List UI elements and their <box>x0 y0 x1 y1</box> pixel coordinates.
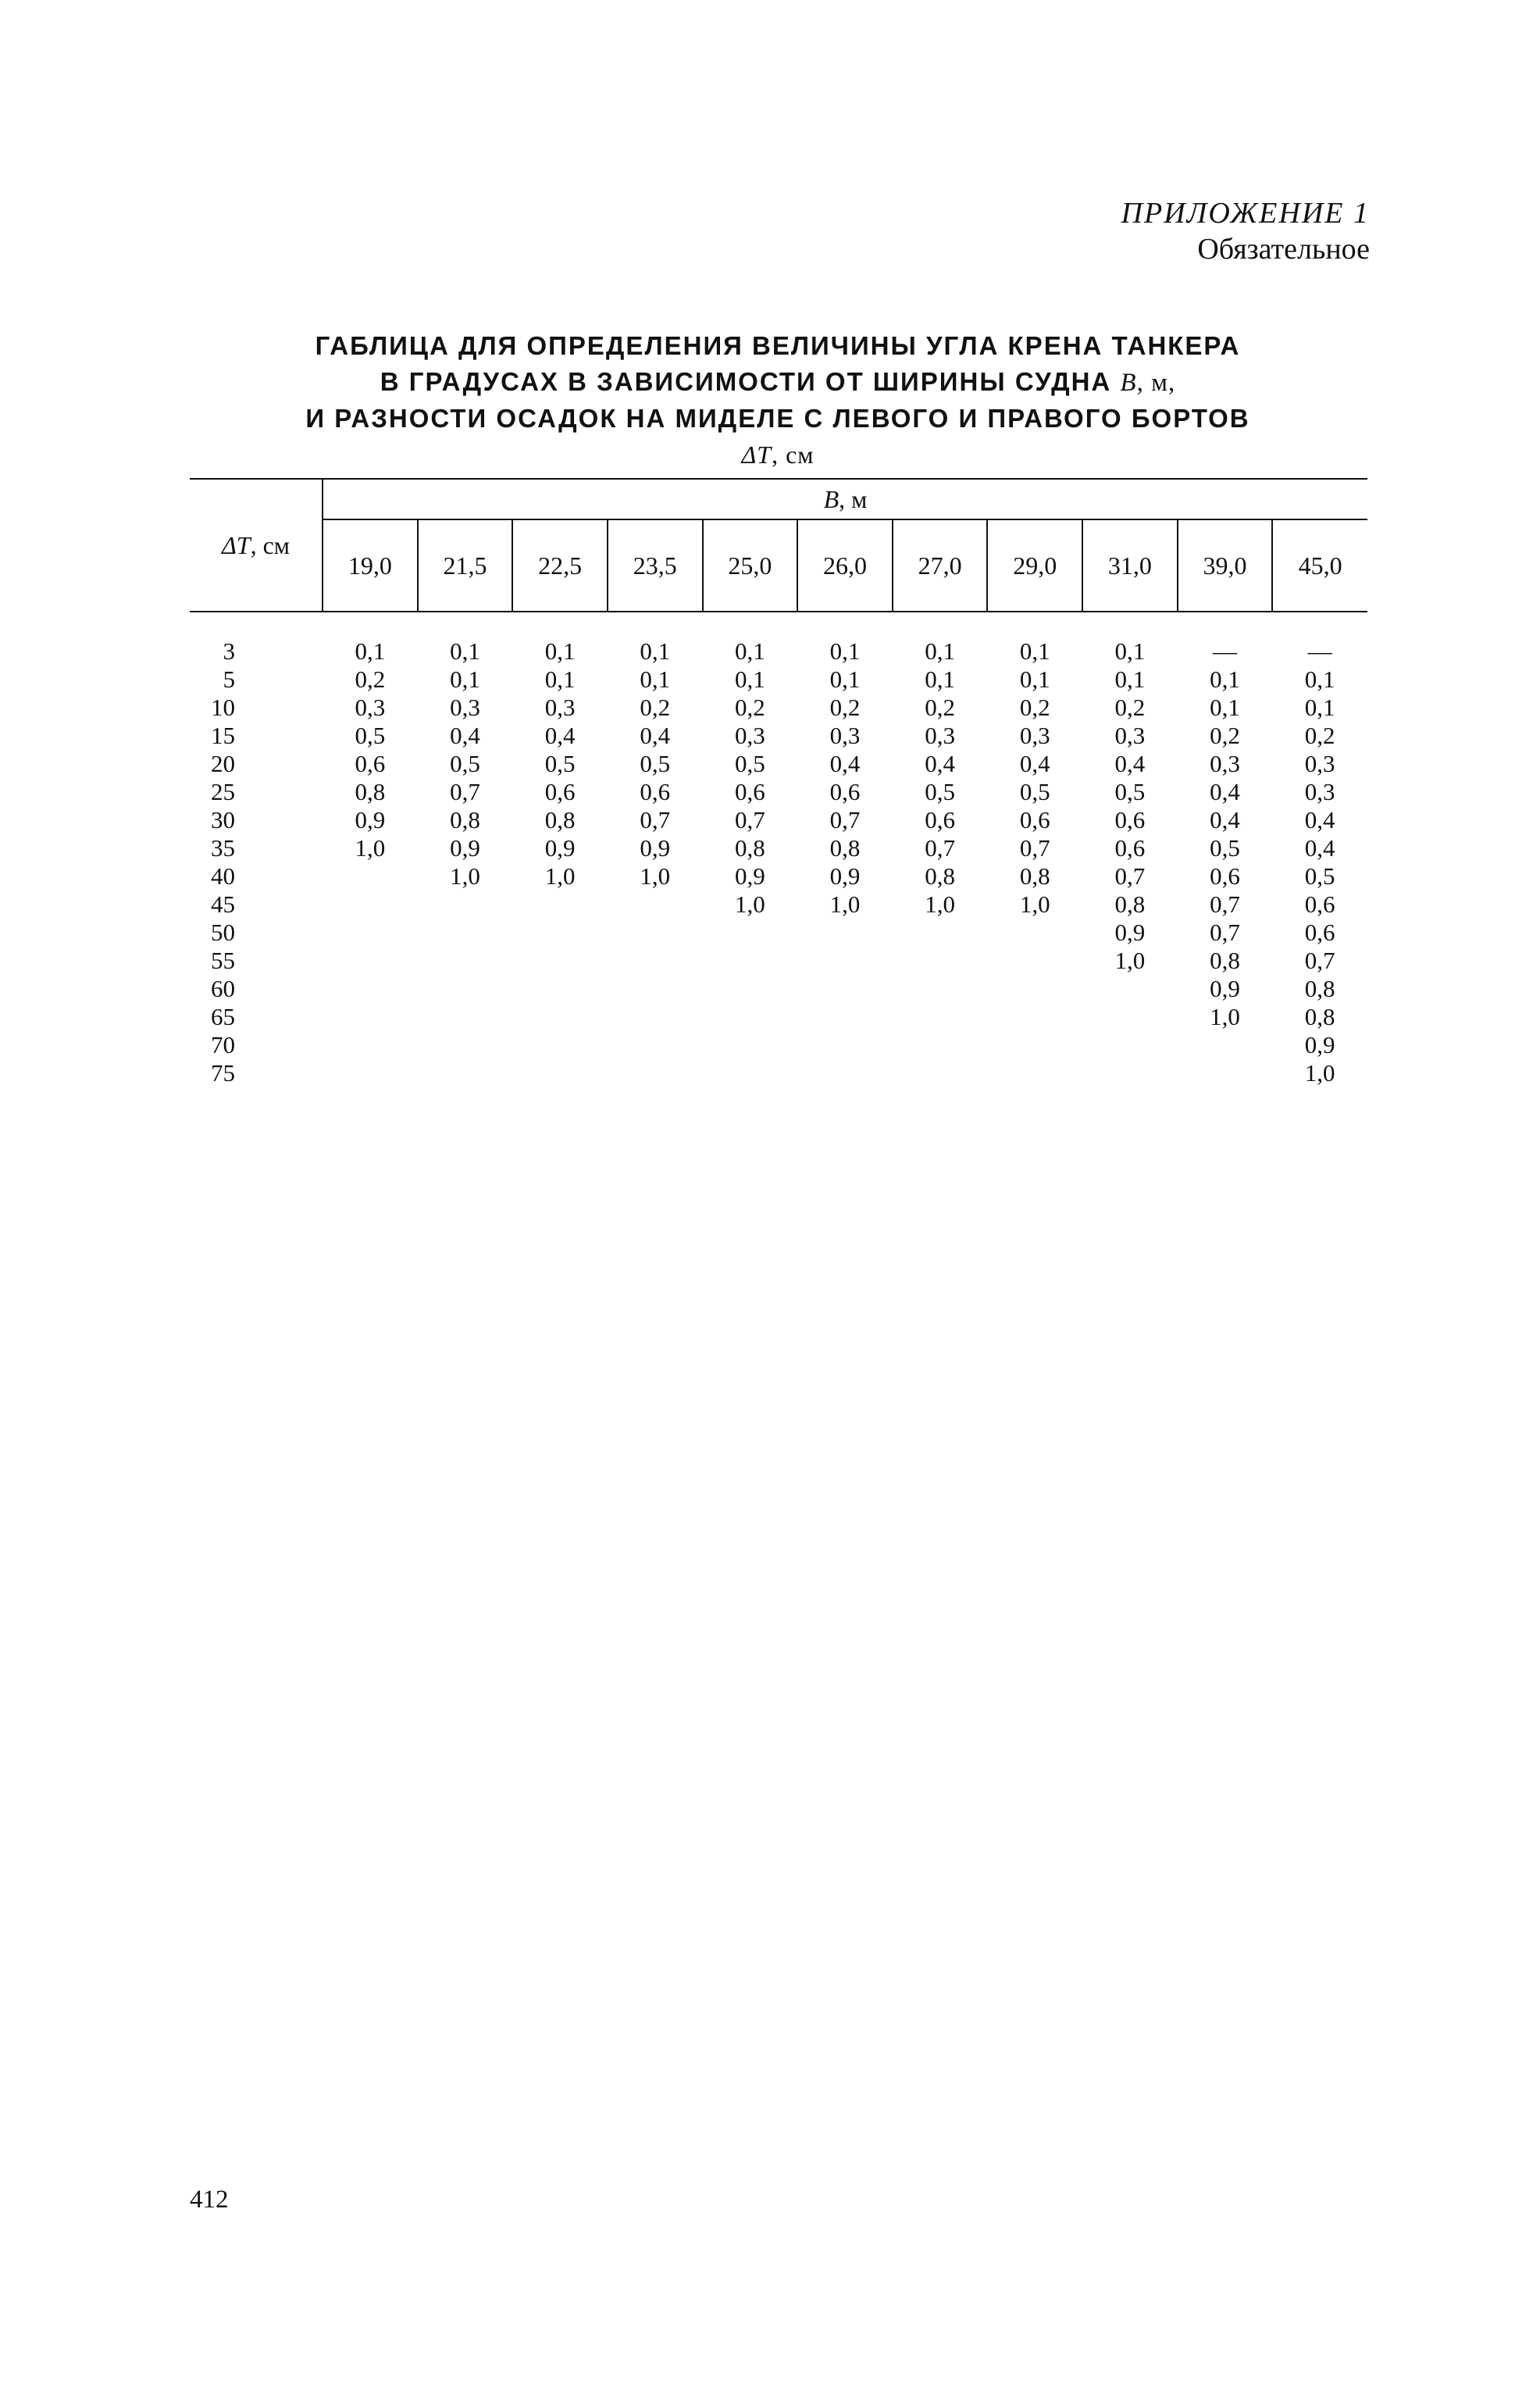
table-cell: 0,9 <box>544 834 576 862</box>
dt-header <box>190 479 323 612</box>
width-header-cell: 26,0 <box>797 519 893 612</box>
value-column <box>987 612 1082 1087</box>
table-cell: 0,4 <box>1210 778 1240 805</box>
value-column <box>1272 612 1367 1087</box>
dt-value: 55 <box>211 947 236 974</box>
table-cell: 0,3 <box>734 722 765 749</box>
dt-value: 60 <box>211 975 236 1002</box>
table-cell: 0,4 <box>1210 806 1240 833</box>
table-cell: 0,1 <box>640 637 671 665</box>
table-cell: 0,9 <box>355 806 386 833</box>
table-cell: 0,6 <box>925 806 955 833</box>
table-cell: — <box>1212 637 1237 665</box>
table-cell: 0,5 <box>1114 778 1146 805</box>
title-unit-cm: , см <box>772 441 815 469</box>
table-cell: 0,1 <box>1019 637 1050 665</box>
dt-value: 30 <box>211 806 236 833</box>
dt-value: 3 <box>223 637 236 665</box>
table-cell: 0,4 <box>450 722 480 749</box>
table-cell: 0,5 <box>544 750 576 777</box>
dt-value: 35 <box>211 834 236 862</box>
table-cell: 0,9 <box>640 834 671 862</box>
table-cell: 1,0 <box>734 890 765 918</box>
table-cell: 0,3 <box>355 694 386 721</box>
table-cell: 0,7 <box>925 834 955 862</box>
dt-value: 40 <box>211 862 236 890</box>
value-column <box>703 612 798 1087</box>
dt-value: 65 <box>211 1003 236 1030</box>
width-header-cell: 29,0 <box>987 519 1082 612</box>
table-cell: 0,2 <box>1210 722 1240 749</box>
table-cell: 0,5 <box>734 750 765 777</box>
table-cell: 0,3 <box>1019 722 1050 749</box>
table-cell: 0,5 <box>450 750 480 777</box>
heel-angle-table <box>190 478 1367 1087</box>
width-header-cell: 27,0 <box>893 519 988 612</box>
table-cell: 0,1 <box>829 666 861 693</box>
table-cell: 1,0 <box>829 890 861 918</box>
page-number: 412 <box>190 2186 229 2214</box>
table-cell: 0,1 <box>355 637 386 665</box>
table-cell: 0,7 <box>1304 947 1335 974</box>
table-cell: — <box>1307 637 1332 665</box>
title-line-1: ГАБЛИЦА ДЛЯ ОПРЕДЕЛЕНИЯ ВЕЛИЧИНЫ УГЛА КРЕНА ТАНКЕРА <box>315 331 1241 360</box>
width-header-cell: 23,5 <box>608 519 703 612</box>
b-header-var: B <box>823 484 840 513</box>
table-cell: 0,5 <box>925 778 955 805</box>
table-cell: 0,2 <box>1304 722 1335 749</box>
table-cell: 0,1 <box>1114 666 1146 693</box>
table-cell: 0,9 <box>734 862 765 890</box>
table-cell: 1,0 <box>925 890 955 918</box>
table-cell: 0,1 <box>829 637 861 665</box>
width-header-cell: 39,0 <box>1178 519 1273 612</box>
table-cell: 0,1 <box>544 666 576 693</box>
table-cell: 1,0 <box>544 862 576 890</box>
width-header-cell: 19,0 <box>323 519 418 612</box>
table-cell: 0,1 <box>1304 666 1335 693</box>
table-cell: 0,5 <box>1019 778 1050 805</box>
table-cell: 0,8 <box>1114 890 1146 918</box>
table-cell: 0,4 <box>1019 750 1050 777</box>
table-cell: 0,6 <box>829 778 861 805</box>
table-cell: 0,3 <box>1304 750 1335 777</box>
appendix-block <box>1121 195 1370 267</box>
table-cell: 0,6 <box>355 750 386 777</box>
width-header-row <box>190 519 1367 612</box>
value-column <box>1178 612 1273 1087</box>
value-column <box>323 612 418 1087</box>
table-cell: 0,9 <box>829 862 861 890</box>
table-cell: 0,4 <box>640 722 671 749</box>
table-cell: 0,1 <box>925 666 955 693</box>
table-cell: 0,4 <box>1304 806 1335 833</box>
table-cell: 0,4 <box>925 750 955 777</box>
table-cell: 0,2 <box>734 694 765 721</box>
table-cell: 0,5 <box>1304 862 1335 890</box>
table-cell: 0,7 <box>1210 890 1240 918</box>
table-cell: 0,9 <box>1304 1031 1335 1058</box>
width-header-cell: 31,0 <box>1082 519 1178 612</box>
table-cell: 0,2 <box>925 694 955 721</box>
table-cell: 0,7 <box>734 806 765 833</box>
table-cell: 0,6 <box>640 778 671 805</box>
table-cell: 0,7 <box>640 806 671 833</box>
table-cell: 0,6 <box>544 778 576 805</box>
table-cell: 0,8 <box>544 806 576 833</box>
table-cell: 0,5 <box>355 722 386 749</box>
table-cell: 0,4 <box>544 722 576 749</box>
table-cell: 0,3 <box>450 694 480 721</box>
dt-value: 50 <box>211 919 236 946</box>
table-cell: 0,4 <box>829 750 861 777</box>
table-body-row <box>190 612 1367 1087</box>
width-header-cell: 45,0 <box>1272 519 1367 612</box>
table-cell: 0,3 <box>1210 750 1240 777</box>
table-cell: 0,7 <box>1114 862 1146 890</box>
title-unit-m: , м, <box>1136 369 1176 397</box>
table-cell: 0,6 <box>1304 890 1335 918</box>
table-cell: 0,8 <box>1210 947 1240 974</box>
table-cell: 0,3 <box>1114 722 1146 749</box>
table-cell: 0,1 <box>1210 694 1240 721</box>
table-cell: 0,3 <box>925 722 955 749</box>
table-cell: 1,0 <box>1114 947 1146 974</box>
value-column <box>893 612 988 1087</box>
dt-value: 5 <box>223 666 236 693</box>
width-header-cell: 21,5 <box>418 519 513 612</box>
table-cell: 0,9 <box>450 834 480 862</box>
table-cell: 0,2 <box>640 694 671 721</box>
value-column <box>797 612 893 1087</box>
table-cell: 0,3 <box>544 694 576 721</box>
table-cell: 0,4 <box>1304 834 1335 862</box>
title-line-4 <box>187 437 1368 473</box>
table-cell: 0,1 <box>1210 666 1240 693</box>
table-cell: 0,7 <box>1210 919 1240 946</box>
table-cell: 0,6 <box>1304 919 1335 946</box>
dt-value: 75 <box>211 1059 236 1087</box>
dt-value: 15 <box>211 722 236 749</box>
dt-header-unit: , см <box>250 530 291 559</box>
dt-value: 70 <box>211 1031 236 1058</box>
title-var-dt: ΔT <box>741 441 772 469</box>
table-cell: 0,1 <box>925 637 955 665</box>
b-header-unit: , м <box>839 484 868 513</box>
table-cell: 1,0 <box>450 862 480 890</box>
width-header-cell: 22,5 <box>512 519 608 612</box>
table-cell: 0,6 <box>1114 834 1146 862</box>
table-cell: 0,2 <box>355 666 386 693</box>
table-cell: 0,1 <box>450 637 480 665</box>
table-cell: 0,9 <box>1210 975 1240 1002</box>
width-header-cell: 25,0 <box>703 519 798 612</box>
table-cell: 1,0 <box>1304 1059 1335 1087</box>
table-cell: 0,6 <box>1210 862 1240 890</box>
title-line-3: И РАЗНОСТИ ОСАДОК НА МИДЕЛЕ С ЛЕВОГО И ПРАВОГО БОРТОВ <box>305 404 1250 433</box>
table-cell: 0,8 <box>1019 862 1050 890</box>
appendix-status: Обязательное <box>1197 233 1370 266</box>
table-cell: 0,7 <box>1019 834 1050 862</box>
value-column <box>1082 612 1178 1087</box>
table-cell: 0,9 <box>1114 919 1146 946</box>
table-cell: 0,2 <box>1019 694 1050 721</box>
table-cell: 0,1 <box>450 666 480 693</box>
table-cell: 0,1 <box>1114 637 1146 665</box>
b-header <box>323 479 1367 519</box>
table-cell: 0,1 <box>544 637 576 665</box>
table-cell: 0,2 <box>829 694 861 721</box>
dt-value: 20 <box>211 750 236 777</box>
table-cell: 1,0 <box>1210 1003 1240 1030</box>
title-line-2 <box>187 364 1368 401</box>
table-cell: 0,8 <box>1304 1003 1335 1030</box>
title-var-b: B <box>1120 369 1137 397</box>
table-cell: 0,3 <box>1304 778 1335 805</box>
table-cell: 0,7 <box>450 778 480 805</box>
dt-value: 25 <box>211 778 236 805</box>
dt-header-var: ΔT <box>222 530 251 559</box>
table-cell: 0,1 <box>734 666 765 693</box>
table-cell: 1,0 <box>640 862 671 890</box>
table-cell: 0,6 <box>1019 806 1050 833</box>
table-cell: 0,8 <box>355 778 386 805</box>
table-cell: 1,0 <box>355 834 386 862</box>
dt-value: 10 <box>211 694 236 721</box>
appendix-label: ПРИЛОЖЕНИЕ 1 <box>1121 197 1370 230</box>
value-column <box>418 612 513 1087</box>
value-column <box>608 612 703 1087</box>
table-cell: 0,8 <box>450 806 480 833</box>
table-cell: 0,1 <box>734 637 765 665</box>
table-cell: 0,1 <box>1019 666 1050 693</box>
table-cell: 0,8 <box>734 834 765 862</box>
table-cell: 0,1 <box>1304 694 1335 721</box>
value-column <box>512 612 608 1087</box>
table-cell: 0,2 <box>1114 694 1146 721</box>
table-cell: 0,4 <box>1114 750 1146 777</box>
table-cell: 0,3 <box>829 722 861 749</box>
table-cell: 0,6 <box>734 778 765 805</box>
dt-value: 45 <box>211 890 236 918</box>
table-cell: 0,8 <box>829 834 861 862</box>
table-cell: 0,5 <box>1210 834 1240 862</box>
table-cell: 0,7 <box>829 806 861 833</box>
table-cell: 0,5 <box>640 750 671 777</box>
table-title <box>187 328 1368 473</box>
table-cell: 0,1 <box>640 666 671 693</box>
table-cell: 1,0 <box>1019 890 1050 918</box>
table-cell: 0,6 <box>1114 806 1146 833</box>
title-line-2-text: В ГРАДУСАХ В ЗАВИСИМОСТИ ОТ ШИРИНЫ СУДНА <box>380 367 1112 396</box>
table-cell: 0,8 <box>1304 975 1335 1002</box>
dt-column <box>190 612 323 1087</box>
table-cell: 0,8 <box>925 862 955 890</box>
